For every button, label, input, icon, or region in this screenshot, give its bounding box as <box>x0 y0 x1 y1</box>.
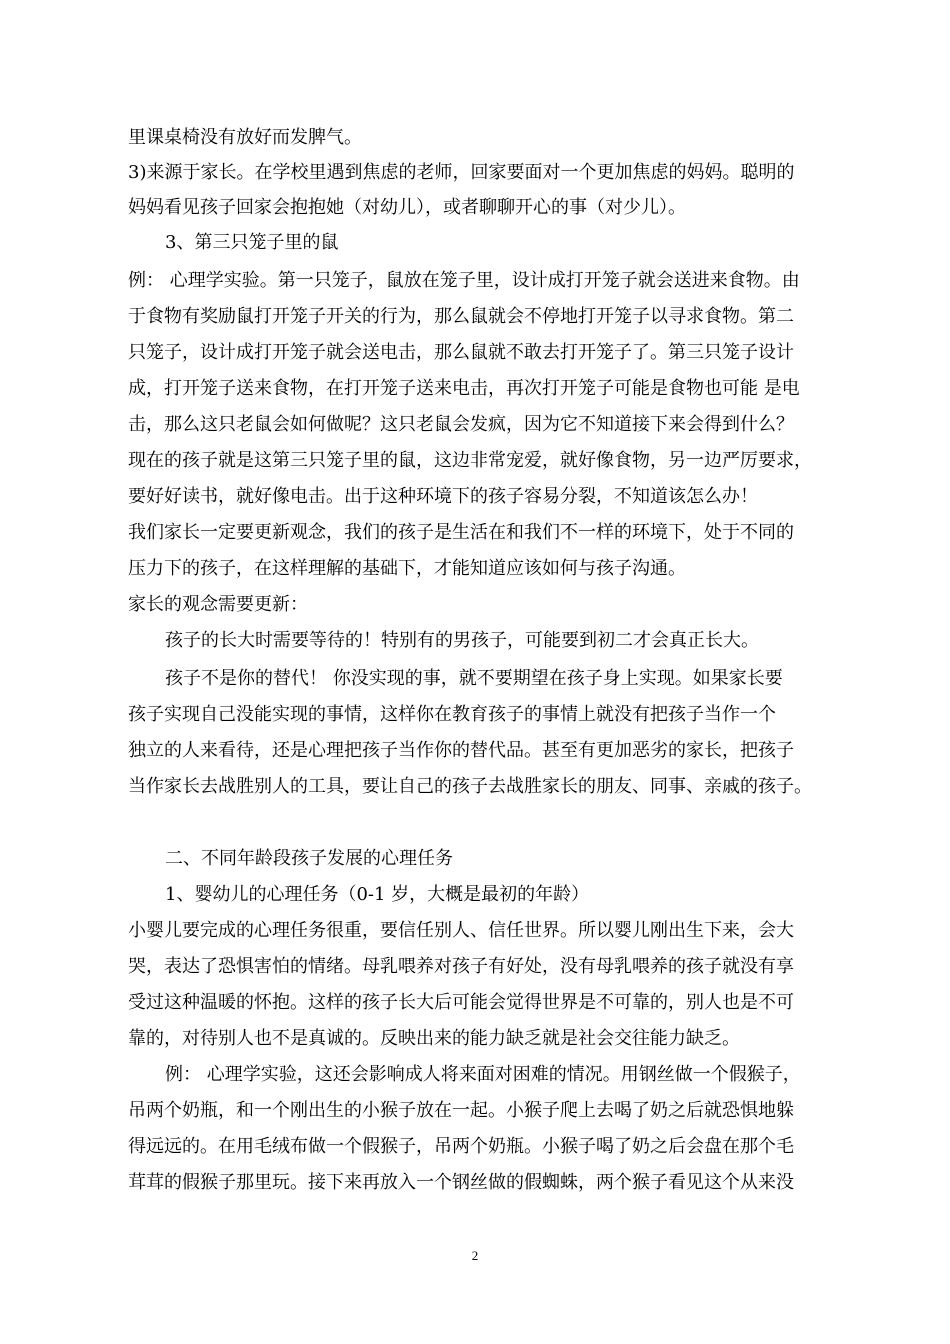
text-line: 小婴儿要完成的心理任务很重，要信任别人、信任世界。所以婴儿刚出生下来，会大 <box>128 920 794 941</box>
text-line: 只笼子，设计成打开笼子就会送电击，那么鼠就不敢去打开笼子了。第三只笼子设计 <box>128 342 794 363</box>
text-line: 现在的孩子就是这第三只笼子里的鼠，这边非常宠爱，就好像食物，另一边严厉要求， <box>128 450 812 471</box>
text-line: 吊两个奶瓶，和一个刚出生的小猴子放在一起。小猴子爬上去喝了奶之后就恐惧地躲 <box>128 1100 794 1121</box>
subsection-heading: 1、婴幼儿的心理任务（0-1 岁，大概是最初的年龄） <box>165 884 590 905</box>
text-line: 成，打开笼子送来食物，在打开笼子送来电击，再次打开笼子可能是食物也可能 是电 <box>128 378 800 399</box>
text-line: 得远远的。在用毛绒布做一个假猴子，吊两个奶瓶。小猴子喝了奶之后会盘在那个毛 <box>128 1136 794 1157</box>
text-line: 例： 心理学实验，这还会影响成人将来面对困难的情况。用钢丝做一个假猴子， <box>165 1064 801 1085</box>
text-line: 我们家长一定要更新观念，我们的孩子是生活在和我们不一样的环境下，处于不同的 <box>128 522 794 543</box>
text-line: 妈妈看见孩子回家会抱抱她（对幼儿），或者聊聊开心的事（对少儿）。 <box>128 197 686 218</box>
text-line: 于食物有奖励鼠打开笼子开关的行为，那么鼠就会不停地打开笼子以寻求食物。第二 <box>128 306 794 327</box>
text-line: 哭，表达了恐惧害怕的情绪。母乳喂养对孩子有好处，没有母乳喂养的孩子就没有享 <box>128 956 794 977</box>
section-heading: 二、不同年龄段孩子发展的心理任务 <box>165 848 453 869</box>
text-line: 靠的，对待别人也不是真诚的。反映出来的能力缺乏就是社会交往能力缺乏。 <box>128 1028 740 1049</box>
text-line: 孩子实现自己没能实现的事情，这样你在教育孩子的事情上就没有把孩子当作一个 <box>128 704 776 725</box>
text-line: 独立的人来看待，还是心理把孩子当作你的替代品。甚至有更加恶劣的家长，把孩子 <box>128 740 794 761</box>
text-line: 压力下的孩子，在这样理解的基础下，才能知道应该如何与孩子沟通。 <box>128 558 686 579</box>
section-heading: 3、第三只笼子里的鼠 <box>165 232 339 253</box>
text-line: 3)来源于家长。在学校里遇到焦虑的老师，回家要面对一个更加焦虑的妈妈。聪明的 <box>128 162 795 183</box>
text-line: 孩子的长大时需要等待的！特别有的男孩子，可能要到初二才会真正长大。 <box>165 630 759 651</box>
text-line: 里课桌椅没有放好而发脾气。 <box>128 127 362 148</box>
page-number: 2 <box>471 1248 479 1263</box>
text-line: 击，那么这只老鼠会如何做呢？这只老鼠会发疯，因为它不知道接下来会得到什么？ <box>128 414 794 435</box>
text-line: 受过这种温暖的怀抱。这样的孩子长大后可能会觉得世界是不可靠的，别人也是不可 <box>128 992 794 1013</box>
text-line: 家长的观念需要更新： <box>128 594 308 615</box>
text-line: 要好好读书，就好像电击。出于这种环境下的孩子容易分裂，不知道该怎么办！ <box>128 486 758 507</box>
text-line: 例： 心理学实验。第一只笼子，鼠放在笼子里，设计成打开笼子就会送进来食物。由 <box>128 270 800 291</box>
text-line: 当作家长去战胜别人的工具，要让自己的孩子去战胜家长的朋友、同事、亲戚的孩子。 <box>128 776 812 797</box>
text-line: 孩子不是你的替代！ 你没实现的事，就不要期望在孩子身上实现。如果家长要 <box>165 668 783 689</box>
text-line: 茸茸的假猴子那里玩。接下来再放入一个钢丝做的假蜘蛛，两个猴子看见这个从来没 <box>128 1172 794 1193</box>
